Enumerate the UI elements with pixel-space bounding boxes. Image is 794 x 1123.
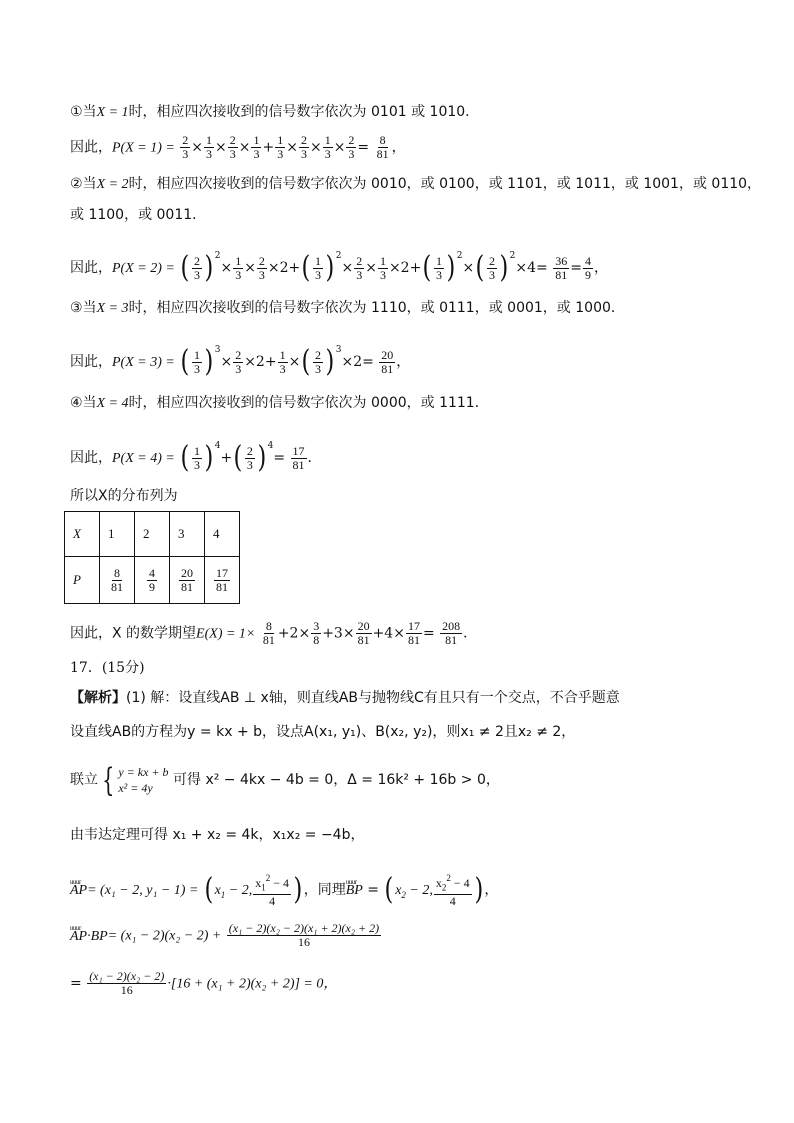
- case4-probability: 因此，P(X = 4) = ( $\frac{1}{3}$ )$^4$+( $\frac{2}{3}$ )$^4$= $\frac{17}{81}$ ．: [70, 440, 322, 475]
- case4-result: $\frac{17}{81}$: [292, 443, 305, 472]
- table-row: P $\frac{8}{81}$ $\frac{4}{9}$ $\frac{20}{81}$ $\frac{17}{81}$: [65, 557, 240, 604]
- case2-probability: 因此，P(X = 2) = ( $\frac{2}{3}$ )$^2$× $\frac{1}{3}$ × $\frac{2}{3}$ ×2+( $\frac{1}{3}$ )$^2$× $\frac{2}{3}$ × $\frac{1}{3}$ ×2+( $\frac{1}{3}$ )$^2$×( $\frac{2}{3}$ )$^2$×4= $\frac{36}{81}$ = $\frac{4}{9}$ ，: [70, 250, 608, 285]
- case3-probability: 因此，P(X = 3) = ( $\frac{1}{3}$ )$^3$× $\frac{2}{3}$ ×2+ $\frac{1}{3}$ ×( $\frac{2}{3}$ )$^3$×2= $\frac{20}{81}$ ，: [70, 344, 411, 379]
- problem17-heading: 17．(15分): [70, 660, 145, 676]
- problem17-setup: 设直线AB的方程为y = kx + b，设点A(x₁, y₁)、B(x₂, y₂)，则x₁ ≠ 2且x₂ ≠ 2，: [70, 724, 576, 740]
- case4-statement: ④当X = 4时，相应四次接收到的信号数字依次为 0000，或 1111．: [70, 395, 489, 411]
- case3-result: $\frac{20}{81}$: [381, 347, 394, 376]
- case1-statement: ①当X = 1时，相应四次接收到的信号数字依次为 0101 或 1010．: [70, 104, 480, 120]
- case3-statement: ③当X = 3时，相应四次接收到的信号数字依次为 1110，或 0111，或 0001，或 1000．: [70, 300, 625, 316]
- case2-result-b: $\frac{4}{9}$: [584, 253, 591, 282]
- distribution-intro: 所以X的分布列为: [70, 488, 178, 504]
- case2-statement: ②当X = 2时，相应四次接收到的信号数字依次为 0010，或 0100，或 1101，或 1011，或 1001，或 0110，: [70, 176, 762, 192]
- case2-result-a: $\frac{36}{81}$: [555, 253, 568, 282]
- distribution-table: [64, 511, 240, 604]
- expectation-result: $\frac{208}{81}$: [442, 619, 461, 647]
- expectation-line: 因此，X 的数学期望E(X) = 1× $\frac{8}{81}$ +2× $\frac{3}{8}$ +3× $\frac{20}{81}$ +4× $\frac{17}{81}$ = $\frac{208}{81}$ ．: [70, 619, 478, 647]
- case1-probability: 因此，P(X = 1) = $\frac{2}{3}$ × $\frac{1}{3}$ × $\frac{2}{3}$ × $\frac{1}{3}$ + $\frac{1}{3}$ × $\frac{2}{3}$ × $\frac{1}{3}$ × $\frac{2}{3}$ = $\frac{8}{81}$ ，: [70, 133, 406, 161]
- problem17-part1: 【解析】(1) 解：设直线AB ⊥ x轴，则直线AB与抛物线C有且只有一个交点，不合乎题意: [70, 690, 620, 706]
- case1-result: $\frac{8}{81}$: [376, 133, 389, 161]
- problem17-vieta: 由韦达定理可得 x₁ + x₂ = 4k，x₁x₂ = −4b，: [70, 827, 365, 843]
- problem17-dot-product: uuur AP·BP= (x₁ − 2)(x₂ − 2) + $\frac{\text{(x₁ − 2)(x₂ − 2)(x₁ + 2)(x₂ + 2)}}{16}$: [70, 922, 382, 949]
- problem17-vectors: uuur AP= (x₁ − 2, $y_1 - 1) = (x_1 - 2$, $\frac{x_1^2 - 4}{4}$ )，同理uuur BP = ($x_2 - 2$, $\frac{x_2^2 - 4}{4}$ )，: [70, 872, 498, 908]
- case2-statement-cont: 或 1100，或 0011．: [70, 207, 207, 223]
- problem17-combine: 联立 { y = kx + b x² = 4y 可得 x² − 4kx − 4b = 0，Δ = 16k² + 16b > 0，: [70, 761, 500, 799]
- table-row: X 1 2 3 4: [65, 512, 240, 557]
- problem17-final: = $\frac{\text{(x₁ − 2)(x₂ − 2)}}{16}$ ·[16 + (x₁ + 2)(x₂ + 2)] = 0，: [70, 969, 338, 997]
